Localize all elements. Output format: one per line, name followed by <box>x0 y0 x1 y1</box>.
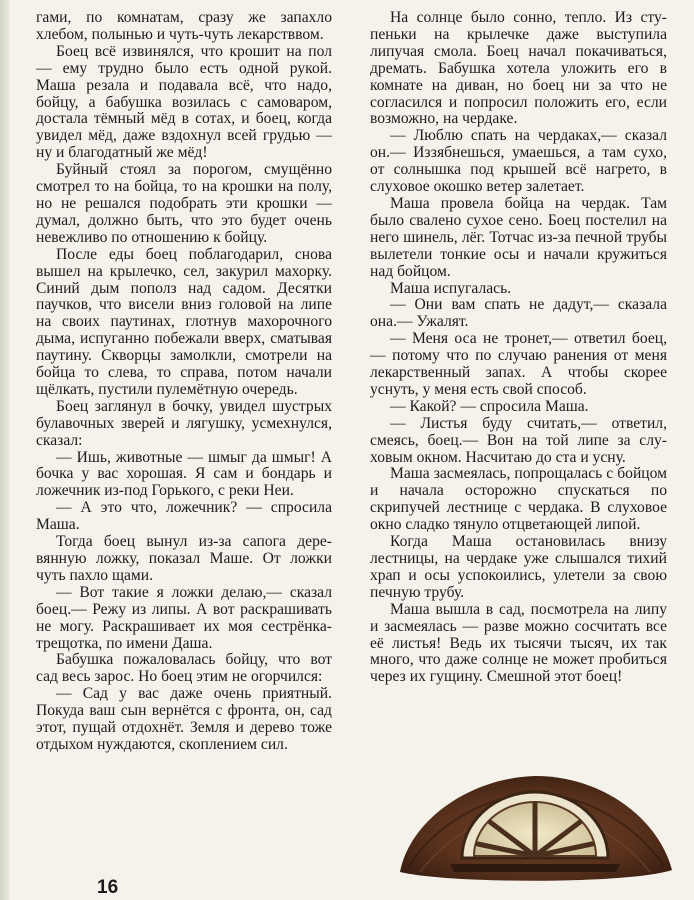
page-edge <box>0 0 9 900</box>
paragraph: — Они вам спать не дадут,— сказала она.— Ужалят. <box>370 296 667 331</box>
paragraph: — Ишь, животные — шмыг да шмыг! А бочка у вас хорошая. Я сам и бондарь и ложечник из-под Горького, с реки Неи. <box>36 448 332 500</box>
paragraph: Тогда боец вынул из-за сапога деревянную ложку, показал Маше. От ложки чуть пахло щами. <box>36 533 332 584</box>
paragraph: Боец заглянул в бочку, увидел шустрых булавочных зверей и лягушку, усмехнулся, сказал: <box>36 397 332 449</box>
paragraph: Маша испугалась. <box>390 279 512 297</box>
paragraph: Бабушка пожаловалась бойцу, что вот сад весь зарос. Но боец этим не огорчился: <box>36 651 332 686</box>
page-number: 16 <box>97 877 119 898</box>
paragraph: — А это что, ложечник? — спросила Маша. <box>36 499 332 534</box>
paragraph: Маша засмеялась, попрощалась с бойцом и начала осторожно спускаться по скрипучей лестнице с чердака. В слуховое окно сладко тянуло отцветающей липой. <box>370 465 667 534</box>
paragraph: Когда Маша остановилась внизу лестницы, на чердаке уже слышался тихий храп и осы успокоились, улетели за свою печную трубу. <box>370 533 667 601</box>
paragraph: — Сад у вас даже очень приятный. Покуда ваш сын вернётся с фронта, он, сад этот, пущай отдохнёт. Земля и дерево тоже отдыхом нуждаются, скоплением сил. <box>36 685 332 753</box>
left-text-column <box>36 10 332 754</box>
paragraph: Буйный стоял за порогом, смущённо смотрел то на бойца, то на крошки на полу, но не решался подобрать эти крошки — думал, должно быть, что это будет очень невежливо по отношению к бойцу. <box>36 161 332 246</box>
right-text-column <box>370 10 667 686</box>
paragraph: После еды боец поблагодарил, снова вышел на крылечко, сел, закурил махорку. Синий дым пополз над садом. Десятки паучков, что висели вниз головой на липе на своих паутинах, глотнув махорочного дыма, испуганно побежали вверх, сматывая паутину. Скворцы замолкли, смотрели на бойца то слева, то справа, потом начали щёлкать, пустили пулемётную очередь. <box>36 245 332 398</box>
paragraph: Боец всё извинялся, что крошит на пол — ему трудно было есть одной рукой. Маша резала и подавала всё, что надо, бойцу, а бабушка возилась с самоваром, достала тёмный мёд в сотах, и боец, когда увидел мёд, даже вздохнул всей грудью — ну и благодатный же мёд! <box>36 42 332 162</box>
paragraph: На солнце было сонно, тепло. Из ступеньки на крылечке даже выступила липучая смола. Боец начал покачиваться, дремать. Бабушка хотела уложить его в комнате на диван, но боец ни за что не согласился и попросил положить его, если возможно, на чердаке. <box>370 9 667 128</box>
paragraph: — Листья буду считать,— ответил, смеясь, боец.— Вон на той липе за слуховым окном. Насчитаю до ста и усну. <box>370 414 667 466</box>
paragraph: Маша провела бойца на чердак. Там было свалено сухое сено. Боец постелил на него шинель, лёг. Тотчас из-за печной трубы вылетели тонкие осы и начали кружиться над бойцом. <box>370 194 667 280</box>
paragraph: — Какой? — спросила Маша. <box>390 397 589 415</box>
paragraph: — Вот такие я ложки делаю,— сказал боец.— Режу из липы. А вот раскрашивать не могу. Раскрашивает их моя сестрёнка-трещотка, по имени Даша. <box>36 583 332 652</box>
paragraph: — Меня оса не тронет,— ответил боец,— потому что по случаю ранения от меня лекарственный запах. А чтобы скорее уснуть, у меня есть свой способ. <box>370 330 667 398</box>
attic-dormer-window-icon <box>390 760 680 885</box>
paragraph: Маша вышла в сад, посмотрела на липу и засмеялась — разве можно сосчитать все её листья! Ведь их тысячи тысяч, их так много, что даже солнце не может пробиться через их гущину. Смешной этот боец! <box>370 600 667 686</box>
paragraph: — Люблю спать на чердаках,— сказал он.— Иззябнешься, умаешься, а там сухо, от солнышка под крышей всё нагрето, в слуховое окошко ветер залетает. <box>370 127 667 196</box>
paragraph: гами, по комнатам, сразу же запахло хлебом, полынью и чуть-чуть лекарстввом. <box>36 9 332 43</box>
